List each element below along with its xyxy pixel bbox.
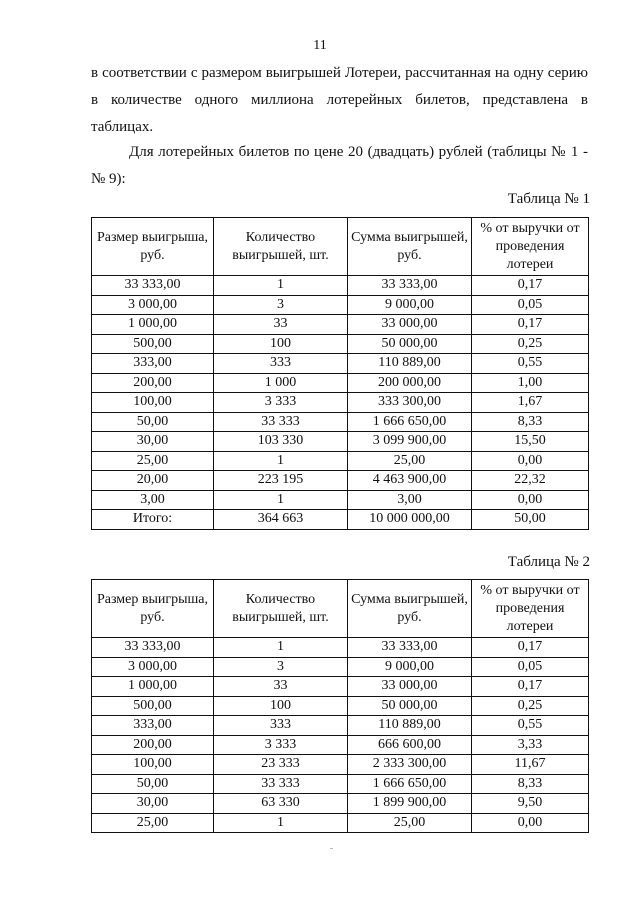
cell-prize-sum: 110 889,00 bbox=[348, 716, 472, 736]
table-1-caption: Таблица № 1 bbox=[507, 191, 590, 207]
cell-revenue-percent: 11,67 bbox=[472, 755, 589, 775]
cell-prize-count: 1 bbox=[214, 490, 348, 510]
cell-prize-sum: 3,00 bbox=[348, 490, 472, 510]
cell-prize-size: 500,00 bbox=[92, 696, 214, 716]
cell-prize-count: 3 333 bbox=[214, 735, 348, 755]
cell-prize-size: 30,00 bbox=[92, 794, 214, 814]
table-header-row bbox=[92, 218, 589, 276]
cell-revenue-percent: 9,50 bbox=[472, 794, 589, 814]
cell-revenue-percent: 0,17 bbox=[472, 315, 589, 335]
cell-prize-sum: 9 000,00 bbox=[348, 295, 472, 315]
cell-revenue-percent: 0,55 bbox=[472, 354, 589, 374]
cell-prize-size: 3 000,00 bbox=[92, 295, 214, 315]
cell-prize-sum: 25,00 bbox=[348, 813, 472, 833]
cell-revenue-percent: 8,33 bbox=[472, 412, 589, 432]
table-header-row bbox=[92, 580, 589, 638]
table-2-caption: Таблица № 2 bbox=[507, 554, 590, 570]
cell-prize-sum: 50 000,00 bbox=[348, 696, 472, 716]
cell-revenue-percent: 1,67 bbox=[472, 393, 589, 413]
table-row bbox=[92, 276, 589, 296]
cell-prize-count: 1 bbox=[214, 276, 348, 296]
header-prize-size: Размер выигрыша, руб. bbox=[92, 218, 214, 276]
cell-prize-size: 20,00 bbox=[92, 471, 214, 491]
header-prize-size: Размер выигрыша, руб. bbox=[92, 580, 214, 638]
cell-prize-size: Итого: bbox=[92, 510, 214, 530]
cell-revenue-percent: 0,25 bbox=[472, 696, 589, 716]
cell-prize-count: 1 bbox=[214, 813, 348, 833]
cell-revenue-percent: 0,17 bbox=[472, 276, 589, 296]
cell-prize-sum: 333 300,00 bbox=[348, 393, 472, 413]
cell-prize-count: 3 bbox=[214, 657, 348, 677]
cell-revenue-percent: 0,00 bbox=[472, 490, 589, 510]
header-revenue-percent: % от выручки от проведения лотереи bbox=[472, 218, 589, 276]
cell-prize-size: 33 333,00 bbox=[92, 638, 214, 658]
cell-prize-count: 33 bbox=[214, 315, 348, 335]
cell-revenue-percent: 1,00 bbox=[472, 373, 589, 393]
cell-revenue-percent: 0,17 bbox=[472, 638, 589, 658]
cell-prize-size: 25,00 bbox=[92, 451, 214, 471]
cell-prize-sum: 33 333,00 bbox=[348, 276, 472, 296]
cell-prize-size: 100,00 bbox=[92, 393, 214, 413]
cell-prize-count: 100 bbox=[214, 334, 348, 354]
cell-revenue-percent: 0,55 bbox=[472, 716, 589, 736]
cell-prize-size: 1 000,00 bbox=[92, 677, 214, 697]
cell-prize-sum: 33 333,00 bbox=[348, 638, 472, 658]
cell-prize-sum: 9 000,00 bbox=[348, 657, 472, 677]
table-row bbox=[92, 716, 589, 736]
cell-prize-count: 333 bbox=[214, 354, 348, 374]
cell-prize-count: 3 333 bbox=[214, 393, 348, 413]
cell-revenue-percent: 0,00 bbox=[472, 451, 589, 471]
prize-table-1 bbox=[91, 217, 589, 530]
cell-prize-sum: 25,00 bbox=[348, 451, 472, 471]
cell-prize-size: 200,00 bbox=[92, 735, 214, 755]
table-row bbox=[92, 735, 589, 755]
cell-prize-size: 50,00 bbox=[92, 774, 214, 794]
cell-prize-sum: 1 899 900,00 bbox=[348, 794, 472, 814]
cell-revenue-percent: 0,17 bbox=[472, 677, 589, 697]
table-row bbox=[92, 373, 589, 393]
cell-prize-count: 333 bbox=[214, 716, 348, 736]
cell-prize-sum: 666 600,00 bbox=[348, 735, 472, 755]
table-row bbox=[92, 794, 589, 814]
cell-prize-size: 33 333,00 bbox=[92, 276, 214, 296]
cell-prize-size: 100,00 bbox=[92, 755, 214, 775]
cell-prize-count: 63 330 bbox=[214, 794, 348, 814]
scan-artifact bbox=[330, 848, 333, 849]
table-row bbox=[92, 393, 589, 413]
cell-revenue-percent: 3,33 bbox=[472, 735, 589, 755]
cell-prize-size: 1 000,00 bbox=[92, 315, 214, 335]
cell-prize-count: 1 000 bbox=[214, 373, 348, 393]
cell-prize-sum: 1 666 650,00 bbox=[348, 774, 472, 794]
cell-prize-count: 3 bbox=[214, 295, 348, 315]
table-row bbox=[92, 315, 589, 335]
cell-prize-count: 1 bbox=[214, 451, 348, 471]
table-row bbox=[92, 334, 589, 354]
cell-revenue-percent: 0,05 bbox=[472, 295, 589, 315]
header-prize-count: Количество выигрышей, шт. bbox=[214, 218, 348, 276]
table-row bbox=[92, 295, 589, 315]
cell-prize-size: 3,00 bbox=[92, 490, 214, 510]
cell-prize-count: 223 195 bbox=[214, 471, 348, 491]
table-row bbox=[92, 490, 589, 510]
table-row bbox=[92, 412, 589, 432]
table-row bbox=[92, 696, 589, 716]
cell-prize-size: 500,00 bbox=[92, 334, 214, 354]
cell-prize-count: 100 bbox=[214, 696, 348, 716]
cell-revenue-percent: 15,50 bbox=[472, 432, 589, 452]
header-prize-count: Количество выигрышей, шт. bbox=[214, 580, 348, 638]
cell-prize-count: 103 330 bbox=[214, 432, 348, 452]
cell-prize-size: 25,00 bbox=[92, 813, 214, 833]
cell-revenue-percent: 0,25 bbox=[472, 334, 589, 354]
cell-prize-sum: 33 000,00 bbox=[348, 677, 472, 697]
table-row bbox=[92, 813, 589, 833]
cell-prize-count: 33 333 bbox=[214, 774, 348, 794]
page-number: 11 bbox=[313, 38, 327, 53]
table-row bbox=[92, 774, 589, 794]
cell-prize-size: 333,00 bbox=[92, 354, 214, 374]
cell-prize-count: 33 333 bbox=[214, 412, 348, 432]
cell-prize-sum: 2 333 300,00 bbox=[348, 755, 472, 775]
cell-prize-size: 333,00 bbox=[92, 716, 214, 736]
cell-revenue-percent: 0,05 bbox=[472, 657, 589, 677]
table-row bbox=[92, 677, 589, 697]
ticket-price-paragraph: Для лотерейных билетов по цене 20 (двадцать) рублей (таблицы № 1 - № 9): bbox=[91, 144, 588, 187]
prize-table-2 bbox=[91, 579, 589, 833]
table-row bbox=[92, 451, 589, 471]
table-row bbox=[92, 638, 589, 658]
header-prize-sum: Сумма выигрышей, руб. bbox=[348, 580, 472, 638]
intro-paragraph: в соответствии с размером выигрышей Лотереи, рассчитанная на одну серию в количестве одного миллиона лотерейных билетов, представлена в таблицах. bbox=[91, 65, 588, 135]
cell-prize-sum: 50 000,00 bbox=[348, 334, 472, 354]
cell-revenue-percent: 22,32 bbox=[472, 471, 589, 491]
table-row bbox=[92, 432, 589, 452]
header-prize-sum: Сумма выигрышей, руб. bbox=[348, 218, 472, 276]
cell-prize-size: 30,00 bbox=[92, 432, 214, 452]
cell-prize-count: 23 333 bbox=[214, 755, 348, 775]
cell-prize-size: 3 000,00 bbox=[92, 657, 214, 677]
table-row bbox=[92, 755, 589, 775]
cell-prize-sum: 4 463 900,00 bbox=[348, 471, 472, 491]
cell-prize-sum: 33 000,00 bbox=[348, 315, 472, 335]
cell-prize-count: 364 663 bbox=[214, 510, 348, 530]
cell-revenue-percent: 50,00 bbox=[472, 510, 589, 530]
table-row bbox=[92, 354, 589, 374]
cell-revenue-percent: 8,33 bbox=[472, 774, 589, 794]
table-row bbox=[92, 510, 589, 530]
cell-revenue-percent: 0,00 bbox=[472, 813, 589, 833]
cell-prize-count: 1 bbox=[214, 638, 348, 658]
cell-prize-count: 33 bbox=[214, 677, 348, 697]
cell-prize-sum: 200 000,00 bbox=[348, 373, 472, 393]
cell-prize-size: 50,00 bbox=[92, 412, 214, 432]
cell-prize-sum: 3 099 900,00 bbox=[348, 432, 472, 452]
table-row bbox=[92, 657, 589, 677]
cell-prize-sum: 10 000 000,00 bbox=[348, 510, 472, 530]
cell-prize-sum: 1 666 650,00 bbox=[348, 412, 472, 432]
cell-prize-sum: 110 889,00 bbox=[348, 354, 472, 374]
cell-prize-size: 200,00 bbox=[92, 373, 214, 393]
table-row bbox=[92, 471, 589, 491]
header-revenue-percent: % от выручки от проведения лотереи bbox=[472, 580, 589, 638]
